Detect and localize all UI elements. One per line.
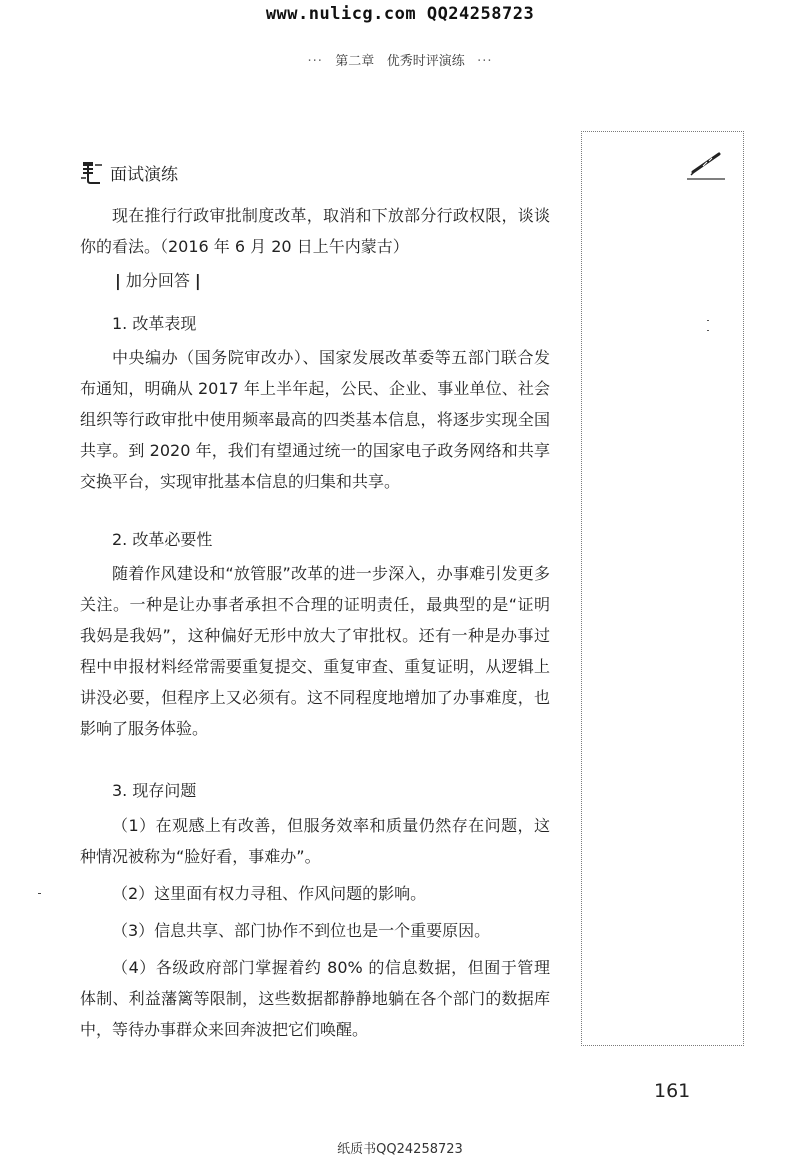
section-title: 面试演练 — [110, 164, 178, 185]
section-marker-icon — [80, 159, 104, 185]
question-text — [80, 200, 550, 268]
part-1-paragraph: 中央编办（国务院审改办）、国家发展改革委等五部门联合发布通知，明确从 2017 年上半年起，公民、企业、事业单位、社会组织等行政审批中使用频率最高的四类基本信息，将逐步实现全国共享。到 2020 年，我们有望通过统一的国家电子政务网络和共享交换平台，实现审批基本信息的归集和共享。 — [80, 348, 550, 491]
part-3-item-3: （3）信息共享、部门协作不到位也是一个重要原因。 — [112, 921, 491, 940]
question-paragraph: 现在推行行政审批制度改革，取消和下放部分行政权限，谈谈你的看法。（2016 年 6 月 20 日上午内蒙古） — [80, 206, 550, 256]
part-2-paragraph: 随着作风建设和“放管服”改革的进一步深入，办事难引发更多关注。一种是让办事者承担不合理的证明责任，最典型的是“证明我妈是我妈”，这种偏好无形中放大了审批权。还有一种是办事过程中申报材料经常需要重复提交、重复审查、重复证明，从逻辑上讲没必要，但程序上又必须有。这不同程度地增加了办事难度，也影响了服务体验。 — [80, 564, 550, 738]
part-3-body — [80, 810, 550, 1051]
section-heading — [80, 158, 178, 186]
header-section: 优秀时评演练 — [386, 54, 465, 69]
answer-label-left-bar: | — [115, 271, 121, 290]
header-chapter: 第二章 — [335, 54, 375, 69]
part-3-item-1: （1）在观感上有改善，但服务效率和质量仍然存在问题，这种情况被称为“脸好看，事难办”。 — [80, 816, 550, 866]
page-number: 161 — [654, 1080, 691, 1102]
part-2-body — [80, 558, 550, 750]
part-3-item-4: （4）各级政府部门掌握着约 80% 的信息数据，但囿于管理体制、利益藩篱等限制，这些数据都静静地躺在各个部门的数据库中，等待办事群众来回奔波把它们唤醒。 — [80, 958, 550, 1039]
answer-label-right-bar: | — [194, 271, 201, 290]
header-right-dots: ··· — [477, 54, 493, 69]
note-margin-panel — [581, 131, 744, 1046]
header-left-dots: ··· — [307, 54, 323, 69]
watermark-top: www.nulicg.com QQ24258723 — [265, 4, 535, 24]
answer-label — [110, 268, 206, 291]
pen-icon — [681, 148, 731, 184]
watermark-bottom: 纸质书QQ24258723 — [337, 1142, 463, 1157]
part-1-heading: 1. 改革表现 — [112, 314, 197, 333]
part-1-body — [80, 342, 550, 503]
answer-label-text: 加分回答 — [125, 271, 190, 290]
part-3-item-2: （2）这里面有权力寻租、作风问题的影响。 — [112, 884, 427, 903]
running-header — [0, 50, 800, 69]
part-2-heading: 2. 改革必要性 — [112, 530, 213, 549]
part-3-heading: 3. 现存问题 — [112, 781, 197, 800]
